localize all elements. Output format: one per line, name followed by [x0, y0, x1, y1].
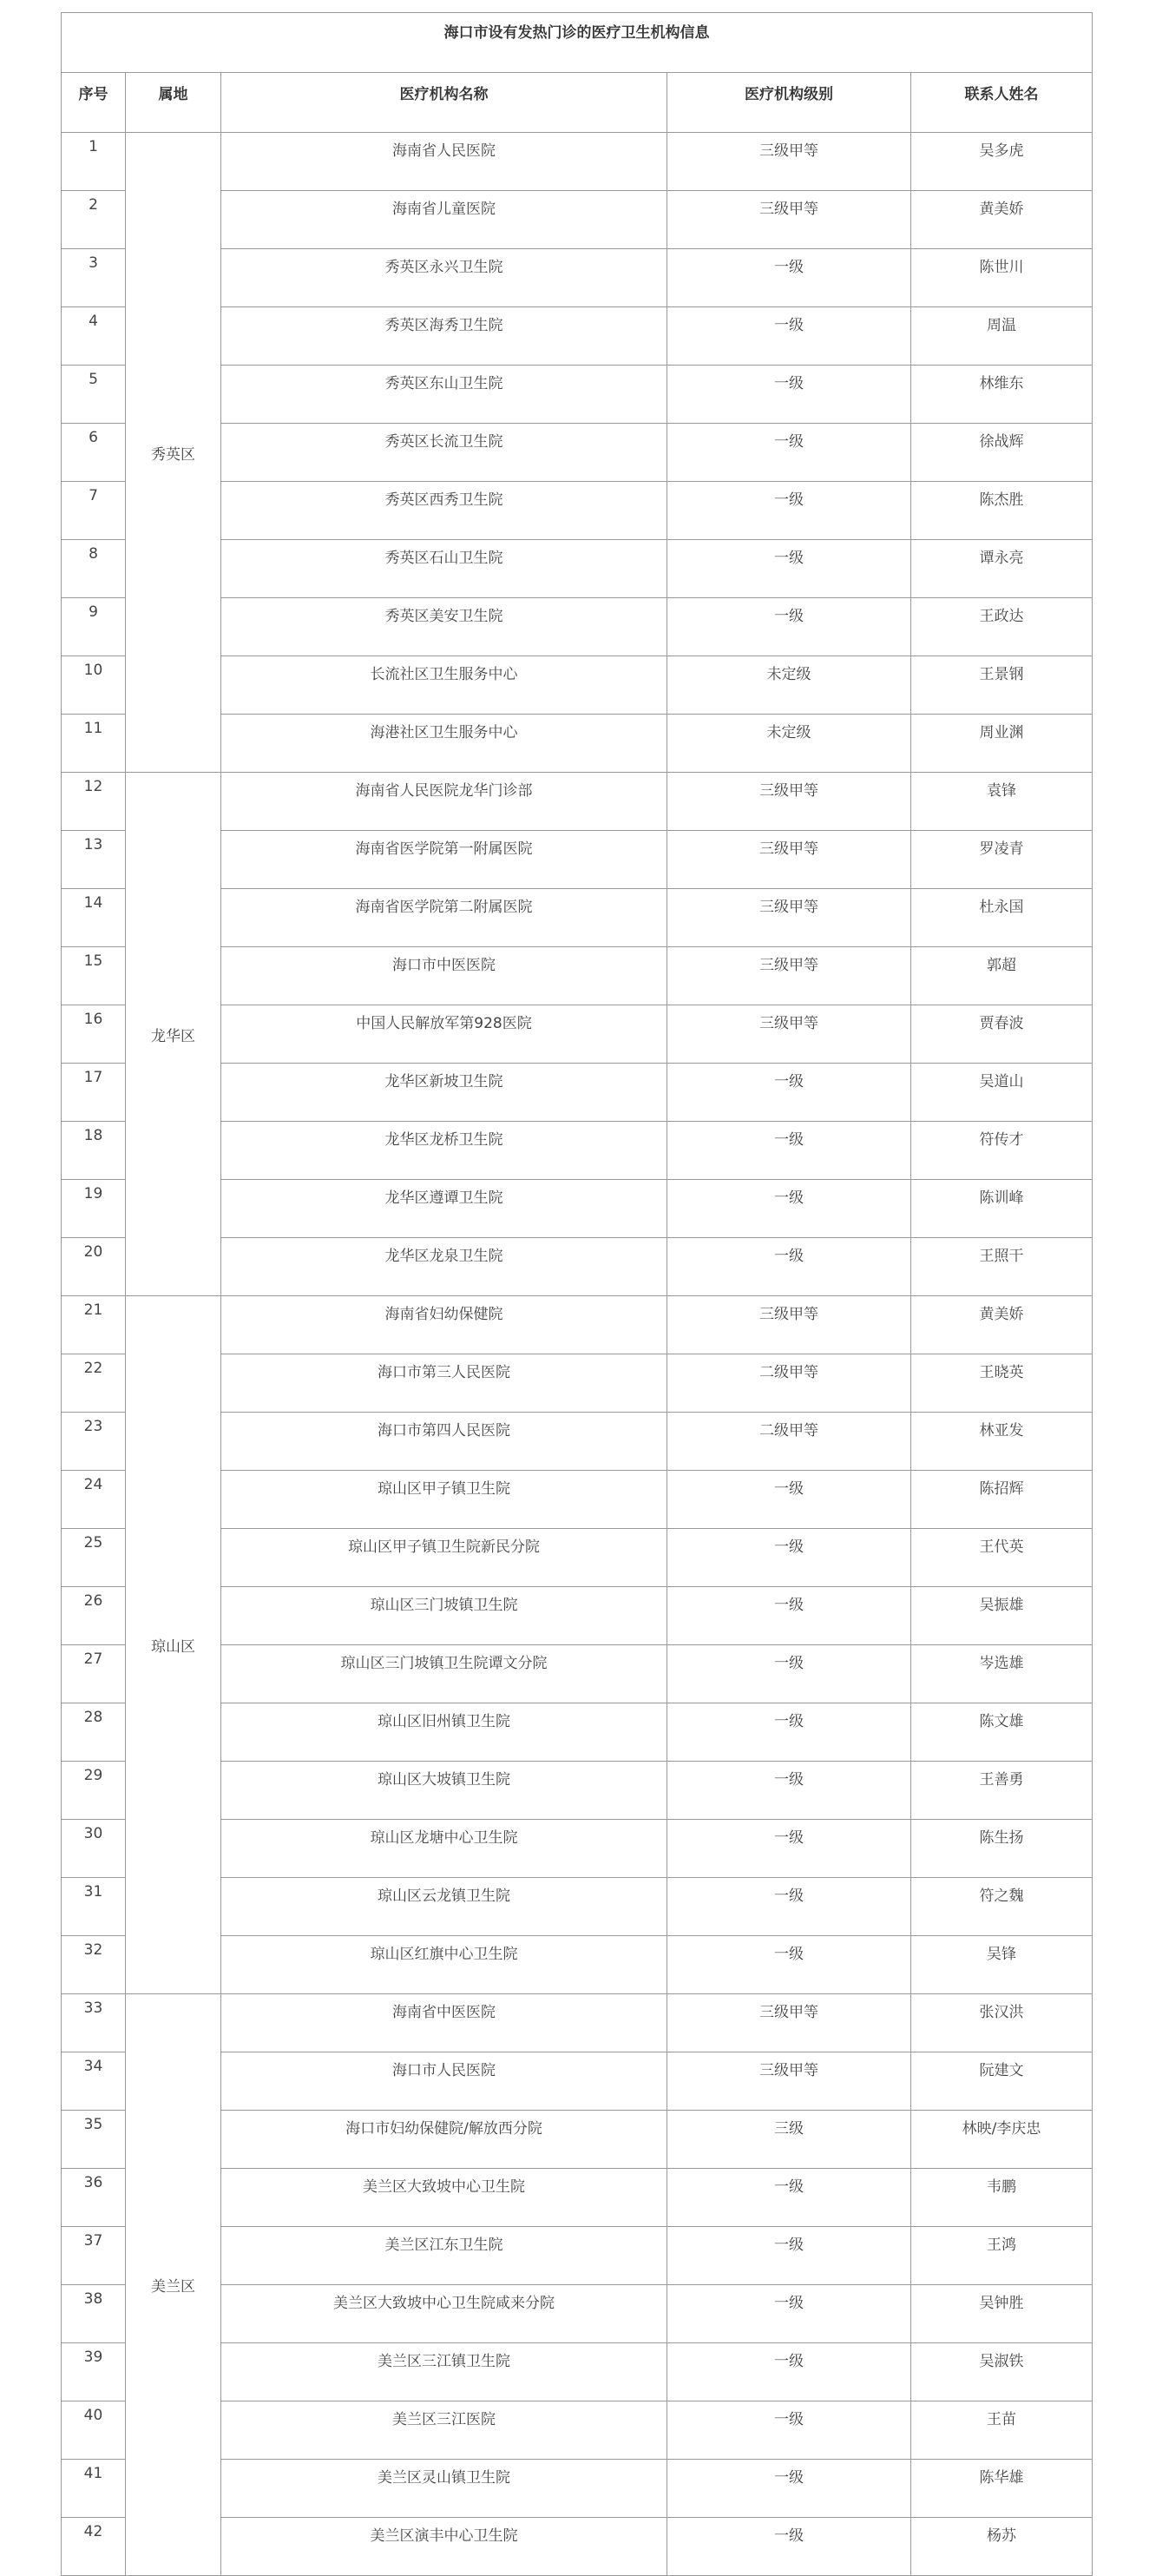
- serial-cell: 22: [62, 1354, 126, 1413]
- contact-name-cell: 陈文雄: [911, 1703, 1093, 1762]
- contact-name-cell: 吴多虎: [911, 133, 1093, 191]
- serial-cell: 35: [62, 2111, 126, 2169]
- serial-cell: 16: [62, 1005, 126, 1064]
- contact-name-cell: 阮建文: [911, 2052, 1093, 2111]
- serial-cell: 13: [62, 831, 126, 889]
- facility-level-cell: 一级: [667, 2169, 911, 2227]
- contact-name-cell: 袁锋: [911, 773, 1093, 831]
- contact-name-cell: 谭永亮: [911, 540, 1093, 598]
- facility-level-cell: 二级甲等: [667, 1413, 911, 1471]
- header-district: 属地: [126, 73, 221, 133]
- facility-name-cell: 美兰区演丰中心卫生院: [221, 2518, 667, 2576]
- facility-name-cell: 海港社区卫生服务中心: [221, 715, 667, 773]
- contact-name-cell: 林亚发: [911, 1413, 1093, 1471]
- serial-cell: 28: [62, 1703, 126, 1762]
- facility-level-cell: 三级甲等: [667, 1994, 911, 2052]
- facility-name-cell: 琼山区云龙镇卫生院: [221, 1878, 667, 1936]
- facility-name-cell: 龙华区新坡卫生院: [221, 1064, 667, 1122]
- serial-cell: 9: [62, 598, 126, 656]
- contact-name-cell: 徐战辉: [911, 424, 1093, 482]
- table-body: [62, 133, 1093, 2576]
- contact-name-cell: 符之魏: [911, 1878, 1093, 1936]
- facility-name-cell: 龙华区龙泉卫生院: [221, 1238, 667, 1296]
- facility-level-cell: 一级: [667, 1645, 911, 1703]
- facility-name-cell: 海口市中医医院: [221, 947, 667, 1005]
- contact-name-cell: 陈招辉: [911, 1471, 1093, 1529]
- facility-name-cell: 琼山区三门坡镇卫生院: [221, 1587, 667, 1645]
- facility-level-cell: 三级: [667, 2111, 911, 2169]
- serial-cell: 3: [62, 249, 126, 307]
- serial-cell: 29: [62, 1762, 126, 1820]
- serial-cell: 17: [62, 1064, 126, 1122]
- facility-level-cell: 一级: [667, 1762, 911, 1820]
- facility-level-cell: 一级: [667, 2227, 911, 2285]
- contact-name-cell: 陈杰胜: [911, 482, 1093, 540]
- serial-cell: 21: [62, 1296, 126, 1354]
- header-serial: 序号: [62, 73, 126, 133]
- facility-level-cell: 一级: [667, 424, 911, 482]
- table-row: [62, 1994, 1093, 2052]
- serial-cell: 4: [62, 307, 126, 366]
- facility-level-cell: 一级: [667, 482, 911, 540]
- facility-level-cell: 未定级: [667, 656, 911, 715]
- serial-cell: 39: [62, 2343, 126, 2401]
- facility-level-cell: 一级: [667, 2518, 911, 2576]
- facility-level-cell: 三级甲等: [667, 773, 911, 831]
- facility-name-cell: 海南省儿童医院: [221, 191, 667, 249]
- facility-level-cell: 三级甲等: [667, 133, 911, 191]
- district-cell: 龙华区: [126, 773, 221, 1296]
- facility-name-cell: 秀英区永兴卫生院: [221, 249, 667, 307]
- contact-name-cell: 韦鹏: [911, 2169, 1093, 2227]
- facility-name-cell: 琼山区大坡镇卫生院: [221, 1762, 667, 1820]
- facility-level-cell: 三级甲等: [667, 831, 911, 889]
- serial-cell: 26: [62, 1587, 126, 1645]
- facility-name-cell: 秀英区石山卫生院: [221, 540, 667, 598]
- facility-name-cell: 秀英区海秀卫生院: [221, 307, 667, 366]
- serial-cell: 2: [62, 191, 126, 249]
- table-title-row: [62, 13, 1093, 73]
- contact-name-cell: 王代英: [911, 1529, 1093, 1587]
- facility-level-cell: 一级: [667, 540, 911, 598]
- contact-name-cell: 陈训峰: [911, 1180, 1093, 1238]
- serial-cell: 42: [62, 2518, 126, 2576]
- facility-name-cell: 秀英区长流卫生院: [221, 424, 667, 482]
- facility-name-cell: 龙华区龙桥卫生院: [221, 1122, 667, 1180]
- contact-name-cell: 吴锋: [911, 1936, 1093, 1994]
- contact-name-cell: 符传才: [911, 1122, 1093, 1180]
- facility-name-cell: 琼山区旧州镇卫生院: [221, 1703, 667, 1762]
- contact-name-cell: 张汉洪: [911, 1994, 1093, 2052]
- contact-name-cell: 周温: [911, 307, 1093, 366]
- facility-level-cell: 一级: [667, 598, 911, 656]
- facility-name-cell: 美兰区大致坡中心卫生院咸来分院: [221, 2285, 667, 2343]
- contact-name-cell: 陈华雄: [911, 2460, 1093, 2518]
- facility-name-cell: 海口市妇幼保健院/解放西分院: [221, 2111, 667, 2169]
- serial-cell: 10: [62, 656, 126, 715]
- facility-level-cell: 一级: [667, 1587, 911, 1645]
- serial-cell: 37: [62, 2227, 126, 2285]
- header-facility-name: 医疗机构名称: [221, 73, 667, 133]
- serial-cell: 19: [62, 1180, 126, 1238]
- facility-name-cell: 海南省医学院第二附属医院: [221, 889, 667, 947]
- facility-level-cell: 一级: [667, 1703, 911, 1762]
- contact-name-cell: 王善勇: [911, 1762, 1093, 1820]
- facility-level-cell: 一级: [667, 1122, 911, 1180]
- facility-level-cell: 一级: [667, 2285, 911, 2343]
- facility-name-cell: 琼山区红旗中心卫生院: [221, 1936, 667, 1994]
- contact-name-cell: 岑选雄: [911, 1645, 1093, 1703]
- facility-table: [61, 12, 1093, 2576]
- facility-level-cell: 一级: [667, 1180, 911, 1238]
- facility-level-cell: 一级: [667, 366, 911, 424]
- facility-level-cell: 一级: [667, 1064, 911, 1122]
- serial-cell: 18: [62, 1122, 126, 1180]
- facility-level-cell: 三级甲等: [667, 947, 911, 1005]
- contact-name-cell: 王苗: [911, 2401, 1093, 2460]
- serial-cell: 27: [62, 1645, 126, 1703]
- contact-name-cell: 王鸿: [911, 2227, 1093, 2285]
- serial-cell: 8: [62, 540, 126, 598]
- serial-cell: 33: [62, 1994, 126, 2052]
- facility-name-cell: 中国人民解放军第928医院: [221, 1005, 667, 1064]
- contact-name-cell: 郭超: [911, 947, 1093, 1005]
- contact-name-cell: 贾春波: [911, 1005, 1093, 1064]
- serial-cell: 38: [62, 2285, 126, 2343]
- header-contact-name: 联系人姓名: [911, 73, 1093, 133]
- facility-table-container: [61, 12, 1092, 2576]
- facility-name-cell: 海口市人民医院: [221, 2052, 667, 2111]
- facility-level-cell: 一级: [667, 1878, 911, 1936]
- table-row: [62, 1296, 1093, 1354]
- facility-level-cell: 一级: [667, 249, 911, 307]
- serial-cell: 6: [62, 424, 126, 482]
- table-title: 海口市设有发热门诊的医疗卫生机构信息: [62, 13, 1093, 73]
- contact-name-cell: 杨苏: [911, 2518, 1093, 2576]
- facility-level-cell: 一级: [667, 1238, 911, 1296]
- facility-level-cell: 三级甲等: [667, 1005, 911, 1064]
- header-facility-level: 医疗机构级别: [667, 73, 911, 133]
- contact-name-cell: 吴振雄: [911, 1587, 1093, 1645]
- serial-cell: 41: [62, 2460, 126, 2518]
- serial-cell: 14: [62, 889, 126, 947]
- contact-name-cell: 黄美娇: [911, 191, 1093, 249]
- facility-level-cell: 一级: [667, 2401, 911, 2460]
- contact-name-cell: 王照干: [911, 1238, 1093, 1296]
- district-cell: 秀英区: [126, 133, 221, 773]
- table-row: [62, 773, 1093, 831]
- serial-cell: 7: [62, 482, 126, 540]
- facility-name-cell: 美兰区大致坡中心卫生院: [221, 2169, 667, 2227]
- facility-name-cell: 海口市第四人民医院: [221, 1413, 667, 1471]
- contact-name-cell: 陈生扬: [911, 1820, 1093, 1878]
- facility-level-cell: 三级甲等: [667, 191, 911, 249]
- serial-cell: 12: [62, 773, 126, 831]
- facility-level-cell: 一级: [667, 1471, 911, 1529]
- serial-cell: 24: [62, 1471, 126, 1529]
- facility-name-cell: 琼山区三门坡镇卫生院谭文分院: [221, 1645, 667, 1703]
- contact-name-cell: 杜永国: [911, 889, 1093, 947]
- serial-cell: 15: [62, 947, 126, 1005]
- facility-name-cell: 琼山区甲子镇卫生院: [221, 1471, 667, 1529]
- serial-cell: 32: [62, 1936, 126, 1994]
- district-cell: 琼山区: [126, 1296, 221, 1994]
- facility-level-cell: 一级: [667, 1820, 911, 1878]
- contact-name-cell: 王政达: [911, 598, 1093, 656]
- serial-cell: 23: [62, 1413, 126, 1471]
- facility-level-cell: 未定级: [667, 715, 911, 773]
- facility-level-cell: 三级甲等: [667, 2052, 911, 2111]
- facility-level-cell: 一级: [667, 2460, 911, 2518]
- table-row: [62, 133, 1093, 191]
- facility-name-cell: 琼山区甲子镇卫生院新民分院: [221, 1529, 667, 1587]
- contact-name-cell: 吴道山: [911, 1064, 1093, 1122]
- facility-name-cell: 美兰区三江镇卫生院: [221, 2343, 667, 2401]
- facility-level-cell: 一级: [667, 307, 911, 366]
- contact-name-cell: 王景钢: [911, 656, 1093, 715]
- serial-cell: 20: [62, 1238, 126, 1296]
- facility-level-cell: 一级: [667, 1529, 911, 1587]
- facility-name-cell: 海口市第三人民医院: [221, 1354, 667, 1413]
- serial-cell: 36: [62, 2169, 126, 2227]
- facility-name-cell: 海南省中医医院: [221, 1994, 667, 2052]
- contact-name-cell: 王晓英: [911, 1354, 1093, 1413]
- serial-cell: 30: [62, 1820, 126, 1878]
- facility-name-cell: 海南省医学院第一附属医院: [221, 831, 667, 889]
- facility-name-cell: 琼山区龙塘中心卫生院: [221, 1820, 667, 1878]
- facility-name-cell: 长流社区卫生服务中心: [221, 656, 667, 715]
- facility-name-cell: 美兰区灵山镇卫生院: [221, 2460, 667, 2518]
- contact-name-cell: 林维东: [911, 366, 1093, 424]
- facility-level-cell: 二级甲等: [667, 1354, 911, 1413]
- facility-level-cell: 一级: [667, 2343, 911, 2401]
- facility-name-cell: 海南省人民医院: [221, 133, 667, 191]
- facility-name-cell: 秀英区美安卫生院: [221, 598, 667, 656]
- contact-name-cell: 黄美娇: [911, 1296, 1093, 1354]
- serial-cell: 1: [62, 133, 126, 191]
- facility-name-cell: 美兰区江东卫生院: [221, 2227, 667, 2285]
- serial-cell: 25: [62, 1529, 126, 1587]
- facility-level-cell: 一级: [667, 1936, 911, 1994]
- facility-name-cell: 海南省人民医院龙华门诊部: [221, 773, 667, 831]
- serial-cell: 11: [62, 715, 126, 773]
- facility-name-cell: 龙华区遵谭卫生院: [221, 1180, 667, 1238]
- facility-name-cell: 美兰区三江医院: [221, 2401, 667, 2460]
- serial-cell: 34: [62, 2052, 126, 2111]
- contact-name-cell: 周业渊: [911, 715, 1093, 773]
- contact-name-cell: 吴淑铁: [911, 2343, 1093, 2401]
- serial-cell: 31: [62, 1878, 126, 1936]
- facility-name-cell: 海南省妇幼保健院: [221, 1296, 667, 1354]
- facility-name-cell: 秀英区西秀卫生院: [221, 482, 667, 540]
- contact-name-cell: 罗凌青: [911, 831, 1093, 889]
- serial-cell: 40: [62, 2401, 126, 2460]
- serial-cell: 5: [62, 366, 126, 424]
- contact-name-cell: 吴钟胜: [911, 2285, 1093, 2343]
- facility-name-cell: 秀英区东山卫生院: [221, 366, 667, 424]
- facility-level-cell: 三级甲等: [667, 889, 911, 947]
- contact-name-cell: 陈世川: [911, 249, 1093, 307]
- district-cell: 美兰区: [126, 1994, 221, 2576]
- contact-name-cell: 林映/李庆忠: [911, 2111, 1093, 2169]
- facility-level-cell: 三级甲等: [667, 1296, 911, 1354]
- table-header-row: [62, 73, 1093, 133]
